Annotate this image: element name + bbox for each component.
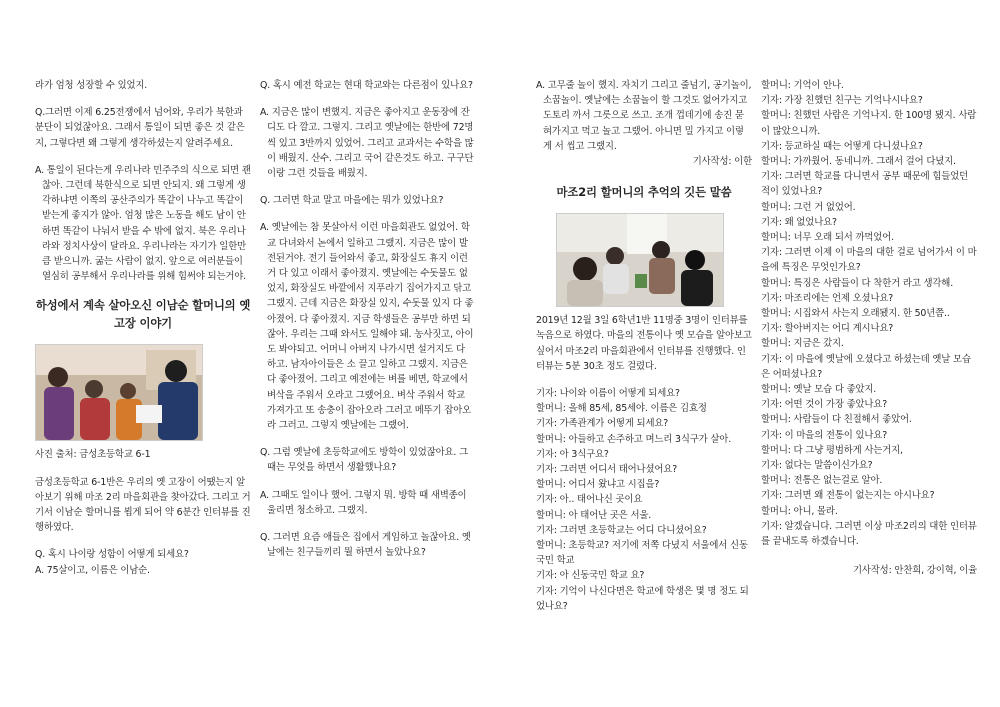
- dialog-line: 기자: 할아버지는 어디 계시나요?: [761, 323, 894, 335]
- article-heading: 하성에서 계속 살아오신 이남순 할머니의 옛 고장 이야기: [35, 298, 255, 331]
- dialog-line: 할머니: 지금은 갔지.: [761, 338, 844, 350]
- paragraph: 라가 엄청 성장할 수 있었지.: [35, 80, 148, 91]
- dialog-line: 할머니: 너무 오래 되서 까먹었어.: [761, 232, 894, 244]
- dialog-line: 할머니: 아니, 몰라.: [761, 505, 838, 517]
- dialog-line: 기자: 그러면 학교를 다니면서 공부 때문에 힘들었던 적이 있었나요?: [761, 171, 971, 198]
- question-village: Q. 그러면 학교 말고 마을에는 뭐가 있었나요?: [260, 195, 444, 207]
- dialog-line: 기자: 어떤 것이 가장 좋았나요?: [761, 399, 888, 411]
- dialog-line: 기자: 알겠습니다. 그러면 이상 마조2리의 대한 인터뷰를 끝내도록 하겠습니다.: [761, 520, 977, 548]
- interview-photo-image: [36, 345, 202, 440]
- dialog-line: 기자: 가족관계가 어떻게 되세요?: [536, 418, 669, 430]
- dialog-line: 기자: 그러면 어디서 태어나셨어요?: [536, 464, 678, 476]
- dialog-line: 할머니: 아 태어난 곳은 서울.: [536, 509, 652, 521]
- dialog-line: 할머니: 아들하고 손주하고 며느리 3식구가 살아.: [536, 433, 732, 445]
- answer-village: A. 옛날에는 참 못살아서 이런 마을회관도 없었어. 학교 다녀와서 논에서 일하고 그랬지. 지금은 많이 발전된거야. 전기 들어와서 좋고, 화장실도 휴지 이런거 다 있고 이래서 좋아졌지. 옛날에는 수돗물도 없었지, 화장실도 바깥에서 지푸라기 집어가지고 닦고 그랬지. 근데 지금은 화장실 있지, 수돗물 있지 다 좋아졌어. 다 좋아졌지. 지금 학생들은 공부만 하면 되잖아. 우리는 그때 와서도 일해야 돼. 농사짓고, 아이도 봐야되고. 어머니 아버지 나가시면 설거지도 다 하고. 남자아이들은 소 끌고 일하고 그랬지. 지금은 다 좋아졌어. 그리고 예전에는 벼를 베면, 학교에서 벼삭을 주워서 오라고 그랬어요. 벼삭 주워서 학교 가져가고 또 송충이 잡아오라 그러고 메뚜기 잡아오라 그러고. 그렇지 옛날에는 그랬어.: [260, 222, 474, 432]
- intro-paragraph: 금성초등학교 6-1반은 우리의 옛 고장이 어땠는지 알아보기 위해 마조 2리 마을회관을 찾아갔다. 그리고 거기서 이남순 할머니를 뵙게 되어 약 6분간 인터뷰를 진행하였다.: [35, 476, 251, 534]
- dialog-line: 할머니: 옛날 모습 다 좋았지.: [761, 384, 877, 396]
- answer-vacation: A. 그때도 일이나 했어. 그렇지 뭐. 방학 때 새벽종이 울리면 청소하고. 그랬지.: [260, 489, 470, 516]
- question-unification: Q.그러면 이제 6.25전쟁에서 넘어와, 우리가 북한과 분단이 되었잖아요. 그래서 통일이 되면 좋은 것 같은지, 그렇다면 왜 그렇게 생각하셨는지 알려주세요.: [35, 107, 246, 149]
- dialog-line: 할머니: 친했던 사람은 기억나지. 한 100명 됐지. 사람이 많았으니까.: [761, 110, 977, 137]
- dialog-line: 기자: 없다는 말씀이신가요?: [761, 460, 873, 472]
- interview-photo-image: [557, 214, 723, 306]
- byline: 기사작성: 이한: [692, 156, 752, 168]
- answer-name: A. 75살이고, 이름은 이남순.: [35, 564, 150, 576]
- dialog-line: 기자: 기억이 나신다면은 학교에 학생은 몇 명 정도 되었나요?: [536, 585, 749, 612]
- dialog-line: 기자: 아 신동국민 학교 요?: [536, 570, 645, 582]
- interview-dialog: [761, 78, 977, 549]
- dialog-line: 기자: 이 마을에 옛날에 오셨다고 하셨는데 옛날 모습은 어떠셨나요?: [761, 353, 971, 380]
- dialog-line: 할머니: 사람들이 다 친절해서 좋았어.: [761, 414, 912, 426]
- answer-unification: A. 통일이 된다는게 우리나라 민주주의 식으로 되면 괜찮아. 그런데 북한식으로 되면 안되지. 왜 그렇게 생각하냐면 이쪽의 공산주의가 똑같이 나누고 똑같이 받는게 좋지가 않아. 엄청 많은 노동을 해도 남이 안하면 똑같이 나눠서 받을 수 밖에 없지. 북은 우리나라와 정치사상이 달라요. 우리나라는 자기가 일한만큼 받으니까. 굶는 사람이 없지. 앞으로 여러분들이 열심히 공부해서 우리나라를 위해 힘써야 되는거야.: [35, 164, 251, 283]
- column-2: [260, 78, 476, 572]
- column-3: [536, 78, 755, 614]
- interview-photo: [35, 344, 203, 441]
- intro-paragraph: 2019년 12월 3일 6학년1반 11명중 3명이 인터뷰를 녹음으로 하였다. 마을의 전통이나 옛 모습을 알아보고 싶어서 마조2리 마을회관에서 인터뷰를 진행했다. 인터뷰는 5분 30초 정도 걸렸다.: [536, 315, 755, 372]
- dialog-line: 할머니: 다 그냥 평범하게 사는거지,: [761, 444, 903, 456]
- dialog-line: 할머니: 시집와서 사는지 오래됐지. 한 50년쯤..: [761, 308, 950, 320]
- dialog-line: 할머니: 전통은 없는걸로 알아.: [761, 475, 883, 487]
- dialog-line: 기자: 마조리에는 언제 오셨나요?: [761, 292, 894, 304]
- dialog-line: 기자: 왜 없었나요?: [761, 216, 837, 228]
- dialog-line: 기자: 그러면 초등학교는 어디 다니셨어요?: [536, 524, 707, 536]
- dialog-line: 기자: 나이와 이름이 어떻게 되세요?: [536, 388, 680, 400]
- interview-dialog: [536, 386, 752, 614]
- question-name: Q. 혹시 나이랑 성함이 어떻게 되세요?: [35, 549, 189, 561]
- dialog-line: 할머니: 어디서 왔냐고 시집을?: [536, 479, 660, 491]
- dialog-line: 할머니: 올해 85세, 85세야. 이름은 김효정: [536, 403, 707, 415]
- dialog-line: 기자: 그러면 왜 전통이 없는지는 아시나요?: [761, 490, 935, 502]
- dialog-line: 기자: 아.. 태어나신 곳이요: [536, 494, 643, 506]
- dialog-line: 할머니: 기억이 안나.: [761, 80, 844, 91]
- dialog-line: 할머니: 특징은 사람들이 다 착한거 라고 생각해.: [761, 277, 954, 289]
- column-1: [35, 78, 255, 578]
- byline: 기사작성: 안찬희, 강이혁, 이율: [852, 565, 977, 577]
- dialog-line: 기자: 이 마을의 전통이 있나요?: [761, 429, 888, 441]
- dialog-line: 기자: 그러면 이제 이 마을의 대한 걸로 넘어가서 이 마을에 특징은 무엇인가요?: [761, 247, 977, 274]
- question-vacation: Q. 그럼 옛날에 초등학교에도 방학이 있었잖아요. 그때는 무엇을 하면서 생활했나요?: [260, 447, 468, 474]
- question-games: Q. 그러면 요즘 애들은 집에서 게임하고 놀잖아요. 옛날에는 친구들끼리 뭘 하면서 놀았나요?: [260, 532, 471, 559]
- answer-school: A. 지금은 많이 변했지. 지금은 좋아지고 운동장에 잔디도 다 깔고. 그렇지. 그리고 옛날에는 한반에 72명씩 있고 3반까지 있었어. 그리고 교과서는 수학을 많이 배웠지. 산수. 그리고 국어 같은것도 하고. 구구단이랑 그런 것들을 배웠지.: [260, 107, 474, 180]
- column-4: [761, 78, 977, 591]
- dialog-line: 할머니: 초등학교? 저기에 저쪽 다녔지 서울에서 신동국민 학교: [536, 540, 748, 567]
- dialog-line: 기자: 아 3식구요?: [536, 448, 609, 460]
- question-school: Q. 혹시 예전 학교는 현대 학교와는 다른점이 있나요?: [260, 80, 473, 91]
- article-heading: 마조2리 할머니의 추억의 깃든 말씀: [556, 185, 732, 200]
- dialog-line: 기자: 등교하실 때는 어떻게 다니셨나요?: [761, 140, 923, 152]
- dialog-line: 할머니: 가까웠어. 동네니까. 그래서 걸어 다녔지.: [761, 156, 956, 168]
- interview-photo: [556, 213, 724, 307]
- dialog-line: 할머니: 그런 거 없었어.: [761, 201, 856, 213]
- answer-games: A. 고무줄 놀이 했지. 자치기 그리고 줄넘기, 공기놀이, 소꿉놀이. 옛날에는 소꿉놀이 할 그것도 없어가지고 도토리 까서 그릇으로 쓰고. 조개 껍데기에 송진 묻혀가지고 먹고 놀고 그랬어. 아니면 밀 가지고 이렇게 서 씹고 그랬지.: [536, 80, 755, 152]
- dialog-line: 기자: 가장 친했던 친구는 기억나시나요?: [761, 95, 923, 107]
- photo-caption: 사진 출처: 금성초등학교 6-1: [35, 449, 151, 461]
